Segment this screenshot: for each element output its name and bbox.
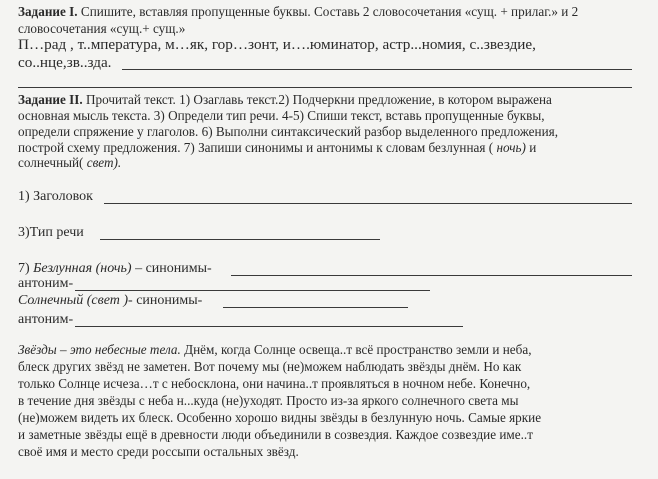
antonym-1-label: антоним- bbox=[18, 276, 74, 291]
synonyms-1-answer-line[interactable] bbox=[231, 275, 632, 276]
text-line-5: (не)можем видеть их блеск. Особенно хорошо видны звёзды в безлунную ночь. Самые яркие bbox=[18, 410, 542, 425]
task1-words-line1: П…рад , т..мпература, м…як, гор…зонт, и….юминатор, астр...номия, с..звездие, bbox=[18, 36, 536, 53]
task1-words-line2: со..нце,зв..зда. bbox=[18, 54, 112, 71]
text-line-2: блеск других звёзд не заметен. Вот почему мы (не)можем наблюдать звёзды днём. Но как bbox=[18, 359, 522, 374]
question-7-synonyms-2: Солнечный (свет )- синонимы- bbox=[18, 293, 203, 308]
answer-line bbox=[18, 87, 632, 88]
text-line-3: только Солнце исчеза…т с небосклона, они начина..т проявляться в ночном небе. Конечно, bbox=[18, 376, 531, 391]
task1-instruction-line2: словосочетания «сущ.+ сущ.» bbox=[18, 21, 186, 36]
task2-instruction-line2: основная мысль текста. 3) Определи тип речи. 4-5) Спиши текст, вставь пропущенные буквы, bbox=[18, 108, 545, 123]
antonym-2-label: антоним- bbox=[18, 312, 74, 327]
antonym-1-answer-line[interactable] bbox=[75, 290, 430, 291]
task1-heading: Задание I. bbox=[18, 4, 78, 19]
text-line-7: своё имя и место среди россыпи остальных звёзд. bbox=[18, 444, 299, 459]
synonyms-2-answer-line[interactable] bbox=[223, 307, 408, 308]
text-line-6: и заметные звёзды ещё в древности люди объединили в созвездия. Каждое созвездие име..т bbox=[18, 427, 533, 442]
question-3-speech-type: 3)Тип речи bbox=[18, 225, 84, 240]
question-1-title: 1) Заголовок bbox=[18, 189, 93, 204]
task2-instruction-line4: построй схему предложения. 7) Запиши синонимы и антонимы к словам безлунная ( ночь) и bbox=[18, 140, 537, 155]
title-answer-line[interactable] bbox=[104, 203, 632, 204]
task2-instruction-line5: солнечный( свет). bbox=[18, 155, 122, 170]
speech-type-answer-line[interactable] bbox=[100, 239, 380, 240]
question-7-synonyms-1: 7) Безлунная (ночь) – синонимы- bbox=[18, 261, 212, 276]
task2-heading: Задание II. bbox=[18, 92, 83, 107]
antonym-2-answer-line[interactable] bbox=[75, 326, 463, 327]
text-line-4: в течение дня звёзды с неба н...куда (не)уходят. Просто из-за яркого солнечного света мы bbox=[18, 393, 519, 408]
answer-line bbox=[122, 69, 632, 70]
task1-instruction-line1: Задание I. Спишите, вставляя пропущенные буквы. Составь 2 словосочетания «сущ. + прилаг.» и 2 bbox=[18, 4, 579, 19]
task2-instruction-line3: определи спряжение у глаголов. 6) Выполни синтаксический разбор выделенного предложения, bbox=[18, 124, 559, 139]
text-line-1: Звёзды – это небесные тела. Днём, когда Солнце освеща..т всё пространство земли и неба, bbox=[18, 342, 532, 357]
task2-instruction-line1: Задание II. Прочитай текст. 1) Озаглавь текст.2) Подчеркни предложение, в котором выражена bbox=[18, 92, 552, 107]
